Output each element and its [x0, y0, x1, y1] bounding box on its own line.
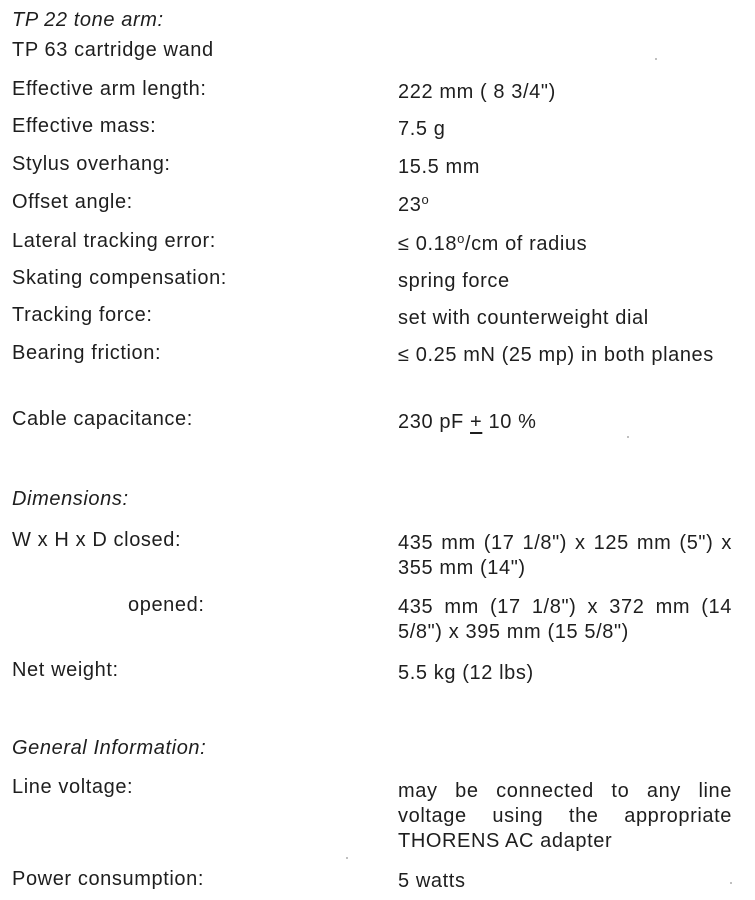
- spec-value-arm-length: 222 mm ( 8 3/4"): [398, 81, 556, 103]
- spec-value-tracking-error: [398, 232, 732, 256]
- spec-label-net-weight: Net weight:: [12, 659, 119, 681]
- spec-value-skating-compensation: spring force: [398, 270, 510, 292]
- plus-minus-symbol: +: [470, 411, 483, 433]
- print-speck: [627, 436, 629, 438]
- spec-value-tracking-force: set with counterweight dial: [398, 307, 649, 329]
- spec-value-stylus-overhang: 15.5 mm: [398, 156, 481, 178]
- spec-value-opened-dimensions: 435 mm (17 1/8") x 372 mm (14 5/8") x 395 mm (15 5/8"): [398, 596, 732, 643]
- spec-label-power-consumption: Power consumption:: [12, 868, 205, 890]
- spec-value-cable-capacitance: [398, 410, 732, 434]
- spec-value-effective-mass: 7.5 g: [398, 118, 446, 140]
- print-speck: [346, 857, 348, 859]
- print-speck: [655, 58, 657, 60]
- spec-label-tracking-error: Lateral tracking error:: [12, 230, 216, 252]
- print-speck: [730, 882, 732, 884]
- spec-value-net-weight: 5.5 kg (12 lbs): [398, 662, 534, 684]
- spec-label-cable-capacitance: Cable capacitance:: [12, 408, 193, 430]
- spec-label-effective-mass: Effective mass:: [12, 115, 157, 137]
- spec-label-opened-dimensions: opened:: [128, 594, 205, 616]
- spec-label-bearing-friction: Bearing friction:: [12, 342, 162, 364]
- dimensions-heading: Dimensions:: [12, 488, 129, 510]
- spec-label-closed-dimensions: W x H x D closed:: [12, 529, 182, 551]
- spec-value-offset-angle: [398, 193, 732, 217]
- general-information-heading: General Information:: [12, 737, 207, 759]
- spec-label-line-voltage: Line voltage:: [12, 776, 134, 798]
- spec-label-arm-length: Effective arm length:: [12, 78, 207, 100]
- spec-value-bearing-friction: ≤ 0.25 mN (25 mp) in both planes: [398, 344, 714, 366]
- tracking-error-unit: /cm of radius: [464, 233, 588, 255]
- spec-value-power-consumption: 5 watts: [398, 870, 466, 892]
- cartridge-wand-subheading: TP 63 cartridge wand: [12, 39, 214, 61]
- spec-label-skating-compensation: Skating compensation:: [12, 267, 227, 289]
- tracking-error-number: ≤ 0.18: [398, 233, 458, 255]
- offset-angle-number: 23: [398, 194, 422, 216]
- spec-value-line-voltage: may be connected to any line voltage using the appropriate THORENS AC adapter: [398, 780, 732, 852]
- degree-symbol: o: [421, 192, 430, 207]
- spec-label-tracking-force: Tracking force:: [12, 304, 153, 326]
- capacitance-tolerance: 10 %: [482, 411, 537, 433]
- capacitance-number: 230 pF: [398, 411, 471, 433]
- degree-symbol: o: [457, 231, 465, 246]
- spec-label-stylus-overhang: Stylus overhang:: [12, 153, 171, 175]
- spec-label-offset-angle: Offset angle:: [12, 191, 133, 213]
- spec-value-closed-dimensions: 435 mm (17 1/8") x 125 mm (5") x 355 mm (14"): [398, 532, 732, 579]
- tone-arm-heading: TP 22 tone arm:: [12, 9, 164, 31]
